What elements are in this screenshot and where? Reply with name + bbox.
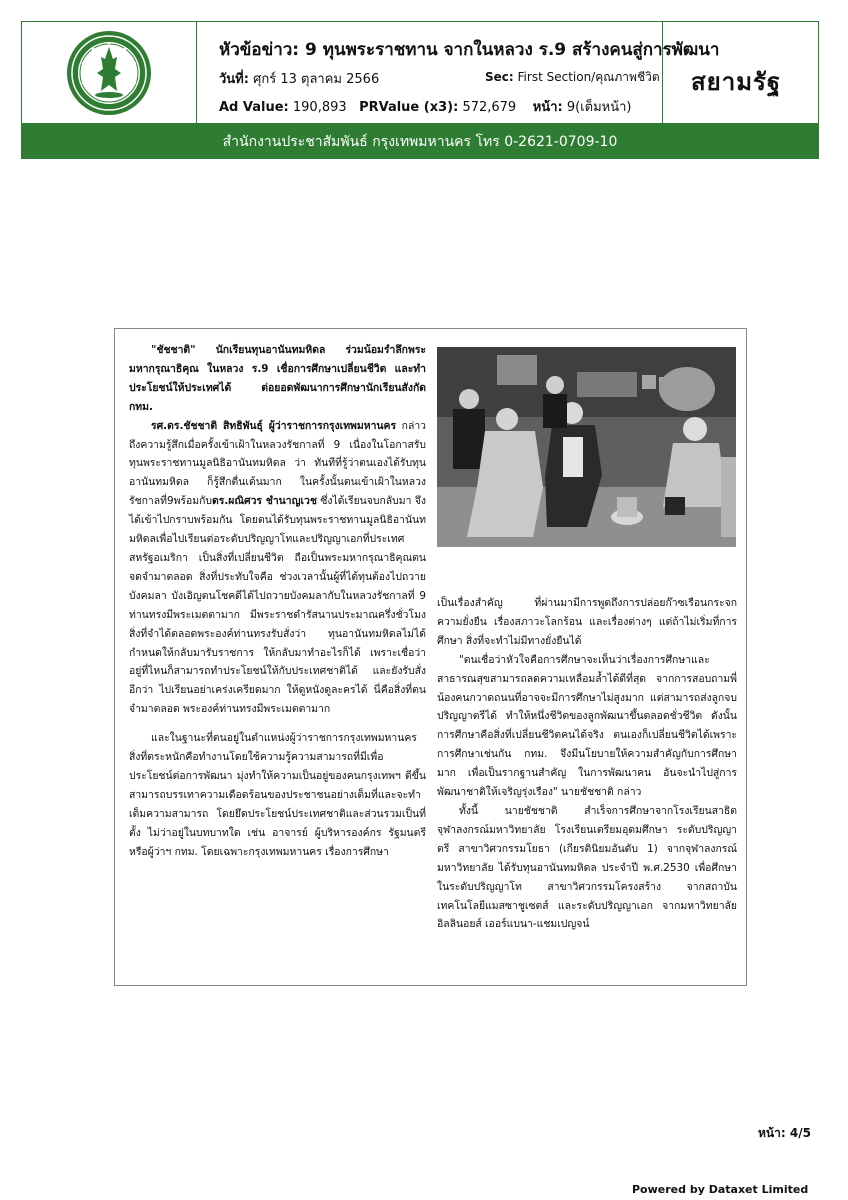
pr-value: 572,679 <box>462 100 517 115</box>
publication-name: สยามรัฐ <box>691 70 782 96</box>
headline-text: 9 ทุนพระราชทาน จากในหลวง ร.9 สร้างคนสู่การพัฒนา <box>305 40 720 60</box>
article-paragraph-2: และในฐานะที่ตนอยู่ในตำแหน่งผู้ว่าราชการกรุงเทพมหานคร สิ่งที่ตระหนักคือทำงานโดยใช้ความรู้ความสามารถที่มีเพื่อประโยชน์ต่อการพัฒนา มุ่งทำให้ความเป็นอยู่ของคนกรุงเทพฯ ดีขึ้น สามารถบรรเทาความเดือดร้อนของประชาชนอย่างเต็มที่และจะทำเต็มความสามารถ โดยยึดประโยชน์ประเทศชาติและส่วนรวมเป็นที่ตั้ง ไม่ว่าอยู่ในบทบาทใด เช่น อาจารย์ ผู้บริหารองค์กร รัฐมนตรี หรือผู้ว่าฯ กทม. โดยเฉพาะกรุงเทพมหานคร เรื่องการศึกษา <box>129 732 426 858</box>
paragraph-1-part-b: ซึ่งได้เรียนจบกลับมา จึงได้เข้าไปกราบพร้อมกัน โดยตนได้รับทุนพระราชทานมูลนิธิอานันทมหิดลเพื่อไปเรียนต่อระดับปริญญาโทและปริญญาเอกที่ประเทศสหรัฐอเมริกา เป็นสิ่งที่เปลี่ยนชีวิต ถือเป็นพระมหากรุณาธิคุณตนจดจำมาตลอด สิ่งที่ประทับใจคือ ช่วงเวลานั้นผู้ที่ได้ทุนต้องไปถวายบังคมลา บังเอิญตนโชคดีได้ไปถวายบังคมลากับในหลวงรัชกาลที่ 9 ท่านทรงมีพระเมตตามาก มีพระราชดำรัสนานประมาณครึ่งชั่วโมง สิ่งที่จำได้ตลอดพระองค์ท่านทรงรับสั่งว่า ทุนอานันทมหิดลไม่ได้กำหนดให้กลับมารับราชการ ให้กลับมาทำอะไรก็ได้ เพราะเชื่อว่าอยู่ที่ไหนก็สามารถทำประโยชน์ให้กับประเทศชาติได้ และยังรับสั่งอีกว่า ไปเรียนอย่าเคร่งเครียดมาก ให้ดูหนังดูละครได้ นี่คือสิ่งที่ตนจำมาตลอด พระองค์ท่านทรงมีพระเมตตามาก <box>129 495 427 716</box>
page-number-label: หน้า: <box>758 1126 786 1140</box>
section-label: Sec: <box>485 70 514 84</box>
pr-value-label: PRValue (x3): <box>359 100 459 115</box>
section-field <box>485 68 660 87</box>
governor-name: รศ.ดร.ชัชชาติ สิทธิพันธุ์ ผู้ว่าราชการกรุงเทพมหานคร <box>151 419 397 432</box>
date-row <box>219 68 379 89</box>
logo-cell <box>22 22 197 123</box>
page-label: หน้า: <box>532 100 563 115</box>
news-clipping <box>114 328 747 986</box>
news-photo-graphic <box>437 347 736 547</box>
headline-label: หัวข้อข่าว: <box>219 40 300 60</box>
article-lead: "ชัชชาติ" นักเรียนทุนอานันทมหิดล ร่วมน้อมรำลึกพระมหากรุณาธิคุณ ในหลวง ร.9 เชื่อการศึกษาเปลี่ยนชีวิต และทำประโยชน์ให้ประเทศได้ ต่อยอดพัฒนาการศึกษานักเรียนสังกัด กทม. <box>129 344 426 413</box>
paragraph-1-part-a: กล่าวถึงความรู้สึกเมื่อครั้งเข้าเฝ้าในหลวงรัชกาลที่ 9 เนื่องในโอกาสรับทุนพระราชทานมูลนิธิอานันทมหิดล ว่า ทันทีที่รู้ว่าตนเองได้รับทุนอานันทมหิดล ก็รู้สึกตื่นเต้นมาก ในครั้งนั้นตนเข้าเฝ้าในหลวงรัชกาลที่9พร้อมกับ <box>129 419 426 508</box>
headline-row <box>219 36 719 63</box>
date-label: วันที่: <box>219 72 249 87</box>
article-quote: "ตนเชื่อว่าหัวใจคือการศึกษาจะเห็นว่าเรื่องการศึกษาและสาธารณสุขสามารถลดความเหลื่อมล้ำได้ดีที่สุด จากการสอบถามพี่น้องคนกวาดถนนที่อาจจะมีการศึกษาไม่สูงมาก แต่สามารถส่งลูกจบปริญญาตรีได้ ทำให้หนึ่งชีวิตของลูกพัฒนาขึ้นตลอดชั่วชีวิต ดังนั้น การศึกษาคือสิ่งที่เปลี่ยนชีวิตคนได้จริง ตนเองก็เปลี่ยนชีวิตได้เพราะการศึกษาเช่นกัน กทม. จึงมีนโยบายให้ความสำคัญกับการศึกษามาก เพื่อเป็นรากฐานสำคัญ ในการพัฒนาคน อันจะนำไปสู่การพัฒนาชาติให้เจริญรุ่งเรือง" นายชัชชาติ กล่าว <box>437 653 737 799</box>
ad-value-label: Ad Value: <box>219 100 289 115</box>
news-photo <box>437 347 736 547</box>
powered-by: Powered by Dataxet Limited <box>632 1183 809 1196</box>
office-bar: สำนักงานประชาสัมพันธ์ กรุงเทพมหานคร โทร 0-2621-0709-10 <box>21 124 819 159</box>
publication-cell <box>662 22 819 123</box>
ad-value: 190,893 <box>292 100 347 115</box>
article-left-column <box>129 341 426 861</box>
article-right-column <box>437 594 737 934</box>
bangkok-seal-icon <box>65 29 153 117</box>
value-row <box>219 96 631 117</box>
section-value: First Section/คุณภาพชีวิต <box>517 70 660 84</box>
page-number <box>758 1124 811 1143</box>
meta-cell <box>197 22 720 123</box>
report-header <box>21 21 819 124</box>
colleague-name: ดร.ผณิศวร ชำนาญเวช <box>212 495 317 508</box>
article-paragraph-1 <box>129 417 426 720</box>
article-paragraph-4: ทั้งนี้ นายชัชชาติ สำเร็จการศึกษาจากโรงเรียนสาธิตจุฬาลงกรณ์มหาวิทยาลัย โรงเรียนเตรียมอุดมศึกษา ระดับปริญญาตรี สาขาวิศวกรรมโยธา (เกียรตินิยมอันดับ 1) จากจุฬาลงกรณ์มหาวิทยาลัย ได้รับทุนอานันทมหิดล ประจำปี พ.ศ.2530 เพื่อศึกษาในระดับปริญญาโท สาขาวิศวกรรมโครงสร้าง จากสถาบันเทคโนโลยีแมสซาชูเซตส์ และระดับปริญญาเอก จากมหาวิทยาลัยอิลลินอยส์ เออร์แบนา-แชมเปญจน์ <box>437 804 737 931</box>
article-paragraph-3: เป็นเรื่องสำคัญ ที่ผ่านมามีการพูดถึงการปล่อยก๊าซเรือนกระจก ความยั่งยืน เรื่องสภาวะโลกร้อน และเรื่องต่างๆ แต่ถ้าไม่เริ่มที่การศึกษา สิ่งที่จะทำไม่มีทางยั่งยืนได้ <box>437 597 737 647</box>
date-value: ศุกร์ 13 ตุลาคม 2566 <box>253 72 380 87</box>
page-value: 9(เต็มหน้า) <box>566 100 632 115</box>
page-number-value: 4/5 <box>789 1126 811 1140</box>
